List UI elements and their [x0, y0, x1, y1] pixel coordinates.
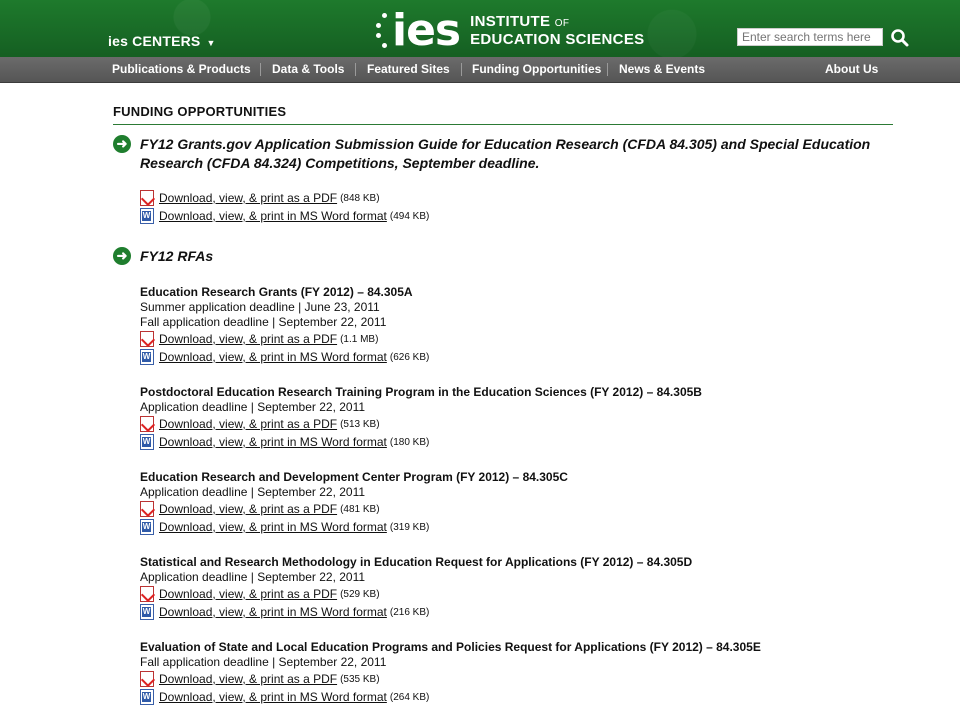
- logo-line1: INSTITUTE: [470, 13, 551, 30]
- pdf-icon: [140, 501, 154, 517]
- word-doc-icon: [140, 208, 154, 224]
- file-size: (513 KB): [340, 418, 380, 430]
- word-doc-icon: [140, 349, 154, 365]
- word-download-link[interactable]: Download, view, & print in MS Word format: [159, 604, 387, 619]
- pdf-icon: [140, 671, 154, 687]
- pdf-download-row: [140, 330, 429, 348]
- word-download-row: [140, 207, 429, 225]
- pdf-download-row: [140, 189, 429, 207]
- logo-line2: EDUCATION SCIENCES: [470, 31, 645, 48]
- rfa-84-305a: [140, 285, 429, 366]
- rfa-deadline: Application deadline | September 22, 2011: [140, 485, 366, 499]
- title-rule: [113, 124, 893, 125]
- word-download-link[interactable]: Download, view, & print in MS Word format: [159, 434, 387, 449]
- search-icon[interactable]: [890, 28, 910, 48]
- word-download-link[interactable]: Download, view, & print in MS Word format: [159, 519, 387, 534]
- logo-of: OF: [554, 18, 570, 29]
- search-input[interactable]: [737, 28, 883, 46]
- file-size: (264 KB): [389, 691, 430, 703]
- file-size: (319 KB): [389, 521, 430, 533]
- logo-mark: ies: [392, 5, 461, 56]
- word-download-row: [140, 433, 702, 451]
- pdf-download-link[interactable]: Download, view, & print as a PDF: [159, 331, 338, 346]
- pdf-icon: [140, 416, 154, 432]
- pdf-icon: [140, 331, 154, 347]
- word-download-row: [140, 518, 568, 536]
- nav-data-tools[interactable]: Data & Tools: [272, 62, 345, 76]
- arrow-right-icon: ➜: [113, 135, 131, 153]
- ies-centers-menu[interactable]: [108, 33, 216, 49]
- pdf-download-link[interactable]: Download, view, & print as a PDF: [159, 190, 338, 205]
- section-grants-guide-heading: [113, 135, 893, 173]
- section-fy12-rfas-heading: [113, 247, 213, 266]
- word-download-row: [140, 603, 692, 621]
- centers-brand: ies: [108, 33, 129, 49]
- word-download-link[interactable]: Download, view, & print in MS Word format: [159, 349, 387, 364]
- pdf-download-link[interactable]: Download, view, & print as a PDF: [159, 416, 338, 431]
- nav-funding-opportunities[interactable]: Funding Opportunities: [472, 62, 602, 76]
- rfa-title: Statistical and Research Methodology in Education Request for Applications (FY 2012) – 84.305D: [140, 555, 693, 569]
- pdf-download-row: [140, 500, 568, 518]
- word-download-link[interactable]: Download, view, & print in MS Word format: [159, 689, 387, 704]
- section-title: FY12 RFAs: [140, 248, 214, 264]
- logo-dots-icon: [376, 11, 390, 51]
- word-doc-icon: [140, 434, 154, 450]
- nav-separator: [260, 63, 261, 76]
- nav-news-events[interactable]: News & Events: [619, 62, 706, 76]
- pdf-download-row: [140, 585, 692, 603]
- file-size: (535 KB): [340, 673, 380, 685]
- word-doc-icon: [140, 519, 154, 535]
- file-size: (494 KB): [389, 210, 430, 222]
- chevron-down-icon: ▼: [206, 38, 216, 48]
- pdf-icon: [140, 586, 154, 602]
- nav-featured-sites[interactable]: Featured Sites: [367, 62, 450, 76]
- pdf-icon: [140, 190, 154, 206]
- file-size: (216 KB): [389, 606, 430, 618]
- rfa-84-305c: [140, 470, 568, 536]
- rfa-84-305b: [140, 385, 702, 451]
- main-nav: [0, 57, 960, 83]
- rfa-deadline: Fall application deadline | September 22, 2011: [140, 315, 387, 329]
- word-download-row: [140, 688, 761, 706]
- pdf-download-link[interactable]: Download, view, & print as a PDF: [159, 501, 338, 516]
- rfa-title: Postdoctoral Education Research Training Program in the Education Sciences (FY 2012) – 84.305B: [140, 385, 702, 399]
- pdf-download-link[interactable]: Download, view, & print as a PDF: [159, 586, 338, 601]
- file-size: (481 KB): [340, 503, 380, 515]
- rfa-deadline: Application deadline | September 22, 2011: [140, 570, 366, 584]
- nav-publications-products[interactable]: Publications & Products: [112, 62, 251, 76]
- nav-separator: [461, 63, 462, 76]
- rfa-title: Evaluation of State and Local Education Programs and Policies Request for Applications (FY 2012) – 84.305E: [140, 640, 761, 654]
- grants-guide-downloads: [140, 189, 429, 225]
- rfa-title: Education Research and Development Center Program (FY 2012) – 84.305C: [140, 470, 568, 484]
- word-doc-icon: [140, 689, 154, 705]
- nav-separator: [607, 63, 608, 76]
- word-download-link[interactable]: Download, view, & print in MS Word format: [159, 208, 387, 223]
- word-download-row: [140, 348, 429, 366]
- section-title: FY12 Grants.gov Application Submission Guide for Education Research (CFDA 84.305) and Special Education Research (CFDA 84.324) Competitions, September deadline.: [140, 136, 871, 171]
- centers-label: CENTERS: [132, 33, 201, 49]
- page-title: FUNDING OPPORTUNITIES: [113, 104, 287, 119]
- rfa-84-305e: [140, 640, 761, 706]
- file-size: (848 KB): [340, 192, 380, 204]
- rfa-deadline: Summer application deadline | June 23, 2011: [140, 300, 380, 314]
- pdf-download-link[interactable]: Download, view, & print as a PDF: [159, 671, 338, 686]
- file-size: (180 KB): [389, 436, 430, 448]
- file-size: (529 KB): [340, 588, 380, 600]
- logo-wordmark: [470, 14, 644, 48]
- pdf-download-row: [140, 415, 702, 433]
- ies-logo[interactable]: [376, 5, 645, 56]
- nav-about-us[interactable]: About Us: [825, 62, 879, 76]
- file-size: (1.1 MB): [340, 333, 379, 345]
- arrow-right-icon: ➜: [113, 247, 131, 265]
- rfa-deadline: Fall application deadline | September 22, 2011: [140, 655, 387, 669]
- pdf-download-row: [140, 670, 761, 688]
- nav-separator: [355, 63, 356, 76]
- rfa-84-305d: [140, 555, 692, 621]
- file-size: (626 KB): [389, 351, 430, 363]
- site-header: [0, 0, 960, 57]
- rfa-title: Education Research Grants (FY 2012) – 84.305A: [140, 285, 413, 299]
- rfa-deadline: Application deadline | September 22, 2011: [140, 400, 366, 414]
- word-doc-icon: [140, 604, 154, 620]
